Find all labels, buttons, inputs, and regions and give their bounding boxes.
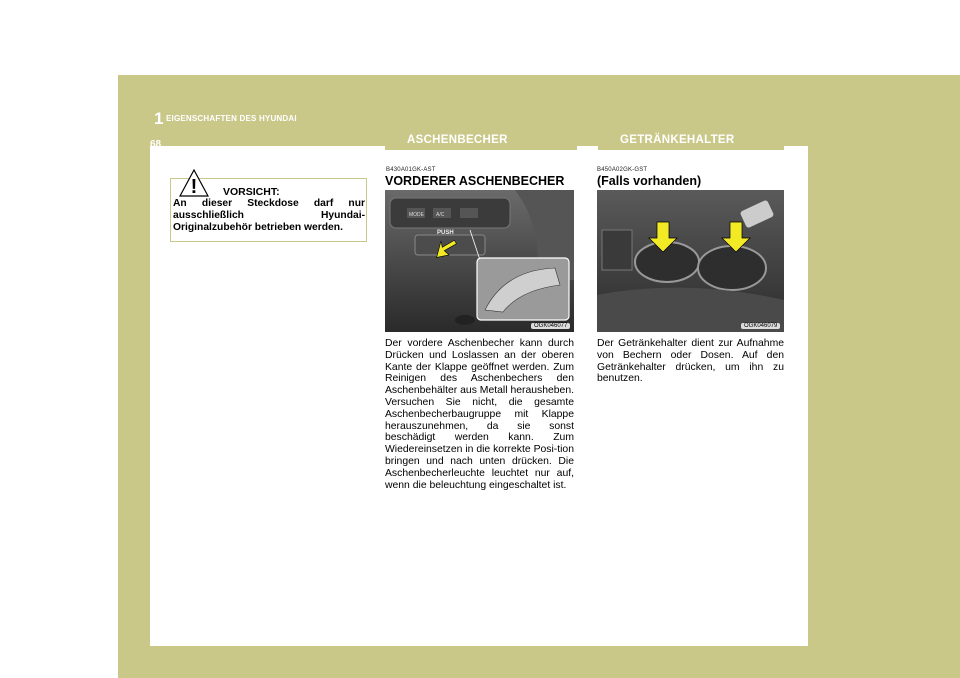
ashtray-photo-id: OGK046077: [531, 323, 570, 329]
page-number: 68: [150, 139, 162, 150]
warning-triangle-icon: [179, 169, 209, 197]
ashtray-code: B430A01GK-AST: [386, 167, 436, 173]
section-tab-cupholder: GETRÄNKEHALTER: [598, 130, 784, 150]
push-label: PUSH: [437, 230, 454, 236]
section-tab-ashtray: ASCHENBECHER: [385, 130, 577, 150]
ashtray-body: Der vordere Aschenbecher kann durch Drücken und Loslassen an der oberen Kante der Klappe geöffnet werden. Zum Reinigen des Aschenbechers den Aschenbehälter aus Metall herausheben. Versuchen Sie nicht, die gesamte Aschenbecherbaugruppe mit Klappe herauszunehmen, da sie sonst beschädigt werden kann. Zum Wiedereinsetzen in die korrekte Posi-tion bringen und nach unten drücken. Die Aschenbecherleuchte leuchtet nur auf, wenn die beleuchtung eingeschaltet ist.: [385, 338, 574, 491]
mode-label: MODE: [409, 212, 424, 218]
svg-text:!: !: [190, 176, 198, 197]
chapter-number: 1: [154, 109, 164, 128]
cupholder-code: B450A02GK-GST: [597, 167, 648, 173]
cupholder-heading: (Falls vorhanden): [597, 174, 702, 188]
warning-text: An dieser Steckdose darf nur ausschließlich Hyundai-Originalzubehör betrieben werden.: [173, 198, 365, 233]
warning-title: VORSICHT:: [223, 186, 280, 198]
ashtray-heading: VORDERER ASCHENBECHER: [385, 174, 565, 188]
ashtray-photo: [385, 190, 574, 332]
cupholder-body: Der Getränkehalter dient zur Aufnahme von Bechern oder Dosen. Auf den Getränkehalter drücken, um ihn zu benutzen.: [597, 338, 784, 385]
cupholder-photo-id: OGK046079: [741, 323, 780, 329]
warning-box: [170, 178, 367, 242]
chapter-title: EIGENSCHAFTEN DES HYUNDAI: [166, 114, 297, 123]
cupholder-photo: [597, 190, 784, 332]
ac-label: A/C: [436, 212, 445, 218]
